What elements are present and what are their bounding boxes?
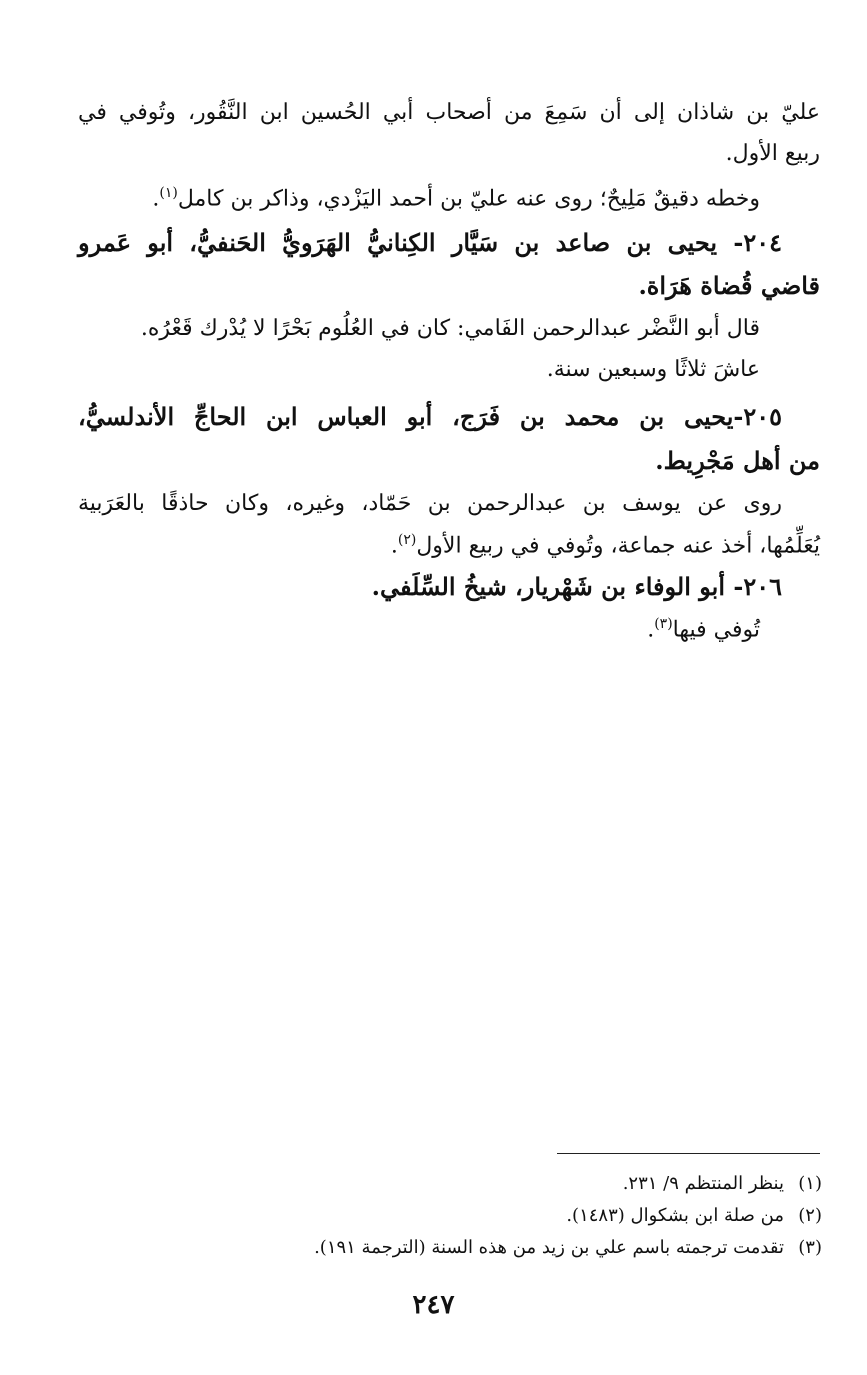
paragraph-line: عليّ بن شاذان إلى أن سَمِعَ من أصحاب أبي الحُسين ابن النَّقُور، وتُوفي في: [78, 100, 820, 125]
entry-heading-205: ٢٠٥-يحيى بن محمد بن فَرَج، أبو العباس ابن الحاجِّ الأندلسيُّ،: [78, 402, 782, 431]
paragraph-line: عاشَ ثلاثًا وسبعين سنة.: [546, 357, 760, 382]
page-number: ٢٤٧: [412, 1290, 455, 1320]
footnote-separator: [557, 1153, 820, 1154]
paragraph-line: [152, 185, 760, 211]
footnote-number: (٣): [798, 1237, 822, 1258]
paragraph-line: روى عن يوسف بن عبدالرحمن بن حَمّاد، وغيره، وكان حاذقًا بالعَرَبية: [78, 491, 782, 516]
entry-heading-205-cont: من أهل مَجْرِيط.: [655, 446, 820, 475]
paragraph-end: .: [390, 533, 398, 559]
footnote-2: [566, 1205, 822, 1226]
paragraph-line: [647, 616, 760, 642]
paragraph-end: .: [152, 186, 160, 212]
footnote-ref: (٢): [397, 532, 417, 548]
footnote-3: [314, 1237, 822, 1258]
footnote-number: (٢): [798, 1205, 822, 1226]
footnote-ref: (٣): [654, 616, 673, 632]
footnote-text: من صلة ابن بشكوال (١٤٨٣).: [566, 1205, 784, 1226]
entry-heading-206: ٢٠٦- أبو الوفاء بن شَهْريار، شيخُ السِّلَفي.: [371, 572, 782, 601]
footnote-number: (١): [798, 1173, 822, 1194]
entry-heading-204-cont: قاضي قُضاة هَرَاة.: [638, 271, 820, 300]
entry-heading-204: ٢٠٤- يحيى بن صاعد بن سَيَّار الكِنانيُّ الهَرَويُّ الحَنفيُّ، أبو عَمرو: [78, 228, 782, 257]
paragraph-line: [391, 532, 820, 558]
paragraph-text: تُوفي فيها: [672, 617, 760, 643]
paragraph-text: وخطه دقيقٌ مَلِيحٌ؛ روى عنه عليّ بن أحمد اليَزْدي، وذاكر بن كامل: [177, 186, 760, 212]
paragraph-line: ربيع الأول.: [725, 141, 820, 166]
paragraph-line: قال أبو النَّضْر عبدالرحمن الفَامي: كان في العُلُوم بَحْرًا لا يُدْرك قَعْرُه.: [140, 316, 760, 341]
footnote-ref: (١): [159, 185, 178, 201]
paragraph-text: يُعَلِّمُها، أخذ عنه جماعة، وتُوفي في ربيع الأول: [416, 533, 820, 559]
footnote-text: تقدمت ترجمته باسم علي بن زيد من هذه السنة (الترجمة ١٩١).: [314, 1237, 784, 1258]
footnote-1: [623, 1173, 822, 1194]
paragraph-end: .: [647, 617, 655, 643]
footnote-text: ينظر المنتظم ٩/ ٢٣١.: [622, 1173, 784, 1194]
